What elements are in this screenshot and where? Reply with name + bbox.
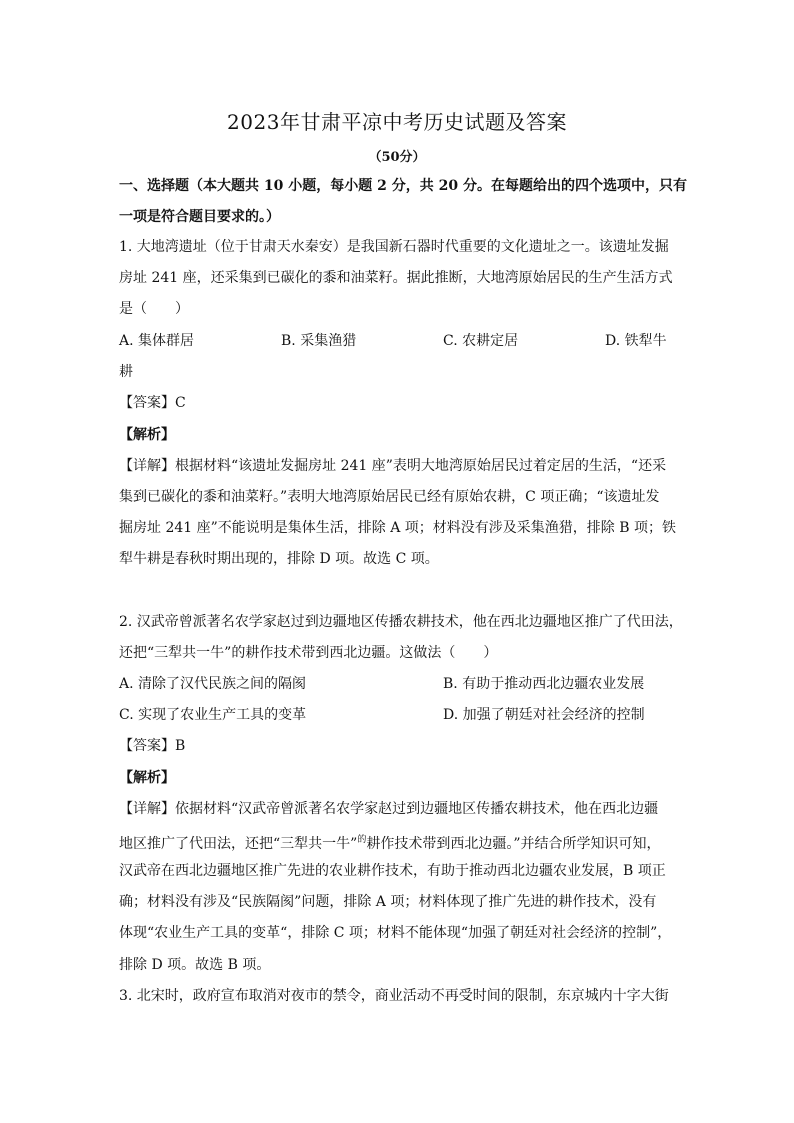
q2-detail-line3: 汉武帝在西北边疆地区推广先进的农业耕作技术，有助于推动西北边疆农业发展，B 项正: [119, 863, 666, 879]
q1-option-c: C. 农耕定居: [443, 333, 519, 349]
q2-detail-line2: [119, 830, 679, 854]
q2-option-d: D. 加强了朝廷对社会经济的控制: [443, 707, 645, 723]
q1-analysis-label: 【解析】: [119, 427, 175, 443]
q2-detail-line2-part-a: 地区推广了代田法，还把“三犁共一牛”: [119, 836, 358, 852]
q1-detail-line4: 犁牛耕是春秋时期出现的，排除 D 项。故选 C 项。: [119, 551, 439, 567]
q2-detail-line4: 确；材料没有涉及“民族隔阂”问题，排除 A 项；材料体现了推广先进的耕作技术，没有: [119, 894, 657, 910]
section-heading-line1: 一、选择题（本大题共 10 小题，每小题 2 分，共 20 分。在每题给出的四个选项中，只有: [119, 178, 687, 194]
q2-detail-line1: 【详解】依据材料“汉武帝曾派著名农学家赵过到边疆地区传播农耕技术，他在西北边疆: [119, 801, 659, 817]
q3-stem-line1: 3. 北宋时，政府宣布取消对夜市的禁令，商业活动不再受时间的限制，东京城内十字大街: [119, 988, 669, 1004]
q2-answer: 【答案】B: [119, 738, 186, 754]
q2-option-c: C. 实现了农业生产工具的变革: [119, 707, 307, 723]
q1-answer: 【答案】C: [119, 395, 186, 411]
q1-detail-line3: 掘房址 241 座”不能说明是集体生活，排除 A 项；材料没有涉及采集渔猎，排除 B 项；铁: [119, 520, 676, 536]
q1-option-b: B. 采集渔猎: [281, 333, 357, 349]
q1-option-d-cont: 耕: [119, 364, 133, 380]
q1-option-a: A. 集体群居: [119, 333, 195, 349]
page-title: 2023年甘肃平凉中考历史试题及答案: [227, 110, 567, 134]
q2-stem-line1: 2. 汉武帝曾派著名农学家赵过到边疆地区传播农耕技术，他在西北边疆地区推广了代田法，: [119, 614, 683, 630]
q2-detail-line6: 排除 D 项。故选 B 项。: [119, 957, 271, 973]
total-score: （50分）: [368, 150, 426, 165]
q1-detail-line1: 【详解】根据材料“该遗址发掘房址 241 座”表明大地湾原始居民过着定居的生活，“还采: [119, 458, 667, 474]
q2-analysis-label: 【解析】: [119, 770, 175, 786]
q1-option-d: D. 铁犁牛: [605, 333, 667, 349]
section-heading-line2: 一项是符合题目要求的。）: [119, 209, 280, 225]
q1-detail-line2: 集到已碳化的黍和油菜籽。”表明大地湾原始居民已经有原始农耕，C 项正确；“该遗址发: [119, 489, 660, 505]
q1-stem-line3: 是（ ）: [119, 301, 189, 317]
q2-detail-line2-superscript: 的: [357, 835, 367, 845]
q2-option-b: B. 有助于推动西北边疆农业发展: [443, 676, 645, 692]
q2-option-a: A. 清除了汉代民族之间的隔阂: [119, 676, 307, 692]
q1-stem-line1: 1. 大地湾遗址（位于甘肃天水秦安）是我国新石器时代重要的文化遗址之一。该遗址发掘: [119, 239, 669, 255]
q2-stem-line2: 还把“三犁共一牛”的耕作技术带到西北边疆。这做法（ ）: [119, 645, 498, 661]
q2-detail-line2-part-b: 耕作技术带到西北边疆。”并结合所学知识可知，: [366, 836, 661, 852]
q2-detail-line5: 体现“农业生产工具的变革“，排除 C 项；材料不能体现“加强了朝廷对社会经济的控制”，: [119, 925, 672, 941]
q1-stem-line2: 房址 241 座，还采集到已碳化的黍和油菜籽。据此推断，大地湾原始居民的生产生活方式: [119, 270, 673, 286]
